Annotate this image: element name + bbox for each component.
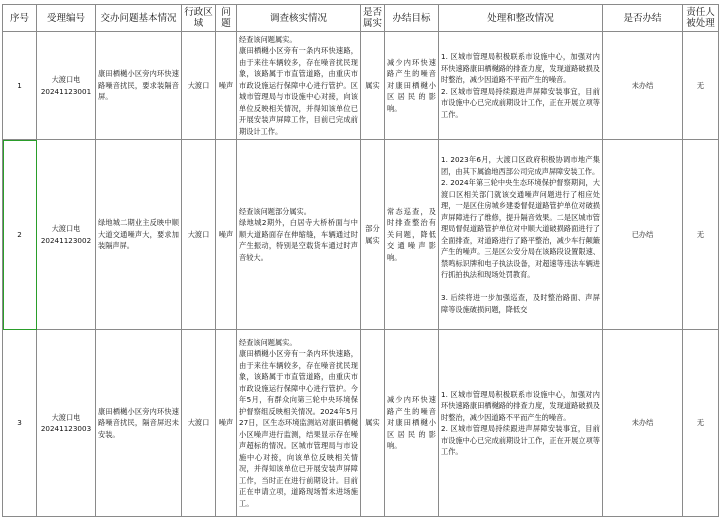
cell-investigation: 经查该问题部分属实。 绿地城2期外，白居寺大桥桥面与中顺大道路面存在伸缩缝，车辆通过时产生振动，特别是空载货车通过时声音较大。 xyxy=(237,140,361,330)
header-accountable: 责任人被处理 xyxy=(683,5,719,32)
complaint-table xyxy=(2,4,719,517)
cell-issue: 康田栖樾小区旁内环快速路噪音扰民，要求装隔音屏。 xyxy=(96,32,182,140)
cell-issue: 康田栖樾小区旁内环快速路噪音扰民，隔音屏迟未安装。 xyxy=(96,330,182,517)
cell-district: 大渡口 xyxy=(182,330,216,517)
cell-seq: 3 xyxy=(3,330,37,517)
table-row xyxy=(3,330,719,517)
cell-accountable: 无 xyxy=(683,32,719,140)
header-goal: 办结目标 xyxy=(385,5,439,32)
cell-rectification: 1. 2023年6月，大渡口区政府积极协调市地产集团，由其下属渝地西部公司完成声屏障安装工作。 2. 2024年第三轮中央生态环境保护督察期间，大渡口区相关部门就该交通噪声问题进行了相应处理，一是区住房城乡建委督促道路管护单位对破损声屏障进行了维修，提升隔音效果。二是区城市管理局督促道路管护单位对中顺大道破损路面进行了全面排查，对道路进行了路平整治，减少车行颠簸产生的噪声。三是区公安分局在该路段设置限速、禁鸣标识牌和电子执法设备，对超速等违法车辆进行抓拍执法和现场处罚教育。 3. 后续将进一步加强巡查，及时整治路面、声屏障等设施破损问题，降低交 xyxy=(441,155,600,314)
cell-investigation: 经查该问题属实。 康田栖樾小区旁有一条内环快速路，由于来往车辆较多，存在噪音扰民现象，该路属于市直管道路，由重庆市市政设施运行保障中心进行管护。今年5月，有群众向第三轮中央环境保护督察组反映相关情况。2024年5月27日，区生态环境监测站对康田栖樾小区噪声进行监测，结果显示存在噪声超标的情况。区城市管理局与市设施中心对接，向该单位反映相关情况，并得知该单位已开展安装声屏障工作，当时正在进行前期设计。目前正在申请立项，道路现场暂未进场施工。 xyxy=(239,337,358,508)
cell-investigation: 经查该问题属实。 康田栖樾小区旁有一条内环快速路，由于来往车辆较多，存在噪音扰民现象，该路属于市直管道路，由重庆市市政设施运行保障中心进行管护。区城市管理局与市设施中心对接，向该单位反映相关情况，并得知该单位已开展安装声屏障工作，目前已完成前期设计工作。 xyxy=(237,32,361,140)
cell-verified: 部分属实 xyxy=(361,140,385,330)
header-id: 受理编号 xyxy=(37,5,96,32)
cell-goal: 常态巡查，及时排查整治有关问题，降低交通噪声影响。 xyxy=(385,140,439,330)
cell-district: 大渡口 xyxy=(182,140,216,330)
cell-verified: 属实 xyxy=(361,330,385,517)
cell-type: 噪声 xyxy=(216,32,237,140)
cell-rectification-wrap xyxy=(439,140,603,330)
cell-rectification: 1. 区城市管理局积极联系市设施中心，加强对内环快速路康田栖樾路的排查力度，发现道路破损及时整治，减少因道路不平而产生的噪音。 2. 区城市管理局持续跟进声屏障安装事宜，目前市设施中心已完成前期设计工作，正在开展立项等工作。 xyxy=(439,330,603,517)
cell-accountable: 无 xyxy=(683,140,719,330)
cell-seq: 1 xyxy=(3,32,37,140)
cell-rectification: 1. 区城市管理局积极联系市设施中心，加强对内环快速路康田栖樾路的排查力度，发现道路破损及时整治，减少因道路不平而产生的噪音。 2. 区城市管理局持续跟进声屏障安装事宜，目前市设施中心已完成前期设计工作，正在开展立项等工作。 xyxy=(439,32,603,140)
table-row xyxy=(3,32,719,140)
header-verified: 是否属实 xyxy=(361,5,385,32)
header-done: 是否办结 xyxy=(603,5,683,32)
cell-id: 大渡口电 20241123002 xyxy=(37,140,96,330)
header-seq: 序号 xyxy=(3,5,37,32)
cell-type: 噪声 xyxy=(216,330,237,517)
cell-id: 大渡口电 20241123003 xyxy=(37,330,96,517)
header-rectification: 处理和整改情况 xyxy=(439,5,603,32)
header-district: 行政区域 xyxy=(182,5,216,32)
cell-investigation-wrap xyxy=(237,330,361,517)
header-type: 问题 xyxy=(216,5,237,32)
cell-done: 已办结 xyxy=(603,140,683,330)
table-row xyxy=(3,140,719,330)
cell-goal: 减少内环快速路产生的噪音对康田栖樾小区居民的影响。 xyxy=(385,32,439,140)
cell-done: 未办结 xyxy=(603,330,683,517)
cell-type: 噪声 xyxy=(216,140,237,330)
cell-accountable: 无 xyxy=(683,330,719,517)
cell-id: 大渡口电 20241123001 xyxy=(37,32,96,140)
cell-verified: 属实 xyxy=(361,32,385,140)
cell-district: 大渡口 xyxy=(182,32,216,140)
cell-goal: 减少内环快速路产生的噪音对康田栖樾小区居民的影响。 xyxy=(385,330,439,517)
cell-issue: 绿地城二期业主反映中顺大道交通噪声大，要求加装隔声屏。 xyxy=(96,140,182,330)
header-investigation: 调查核实情况 xyxy=(237,5,361,32)
header-row xyxy=(3,5,719,32)
cell-done: 未办结 xyxy=(603,32,683,140)
header-issue: 交办问题基本情况 xyxy=(96,5,182,32)
cell-seq[interactable]: 2 xyxy=(3,140,37,330)
